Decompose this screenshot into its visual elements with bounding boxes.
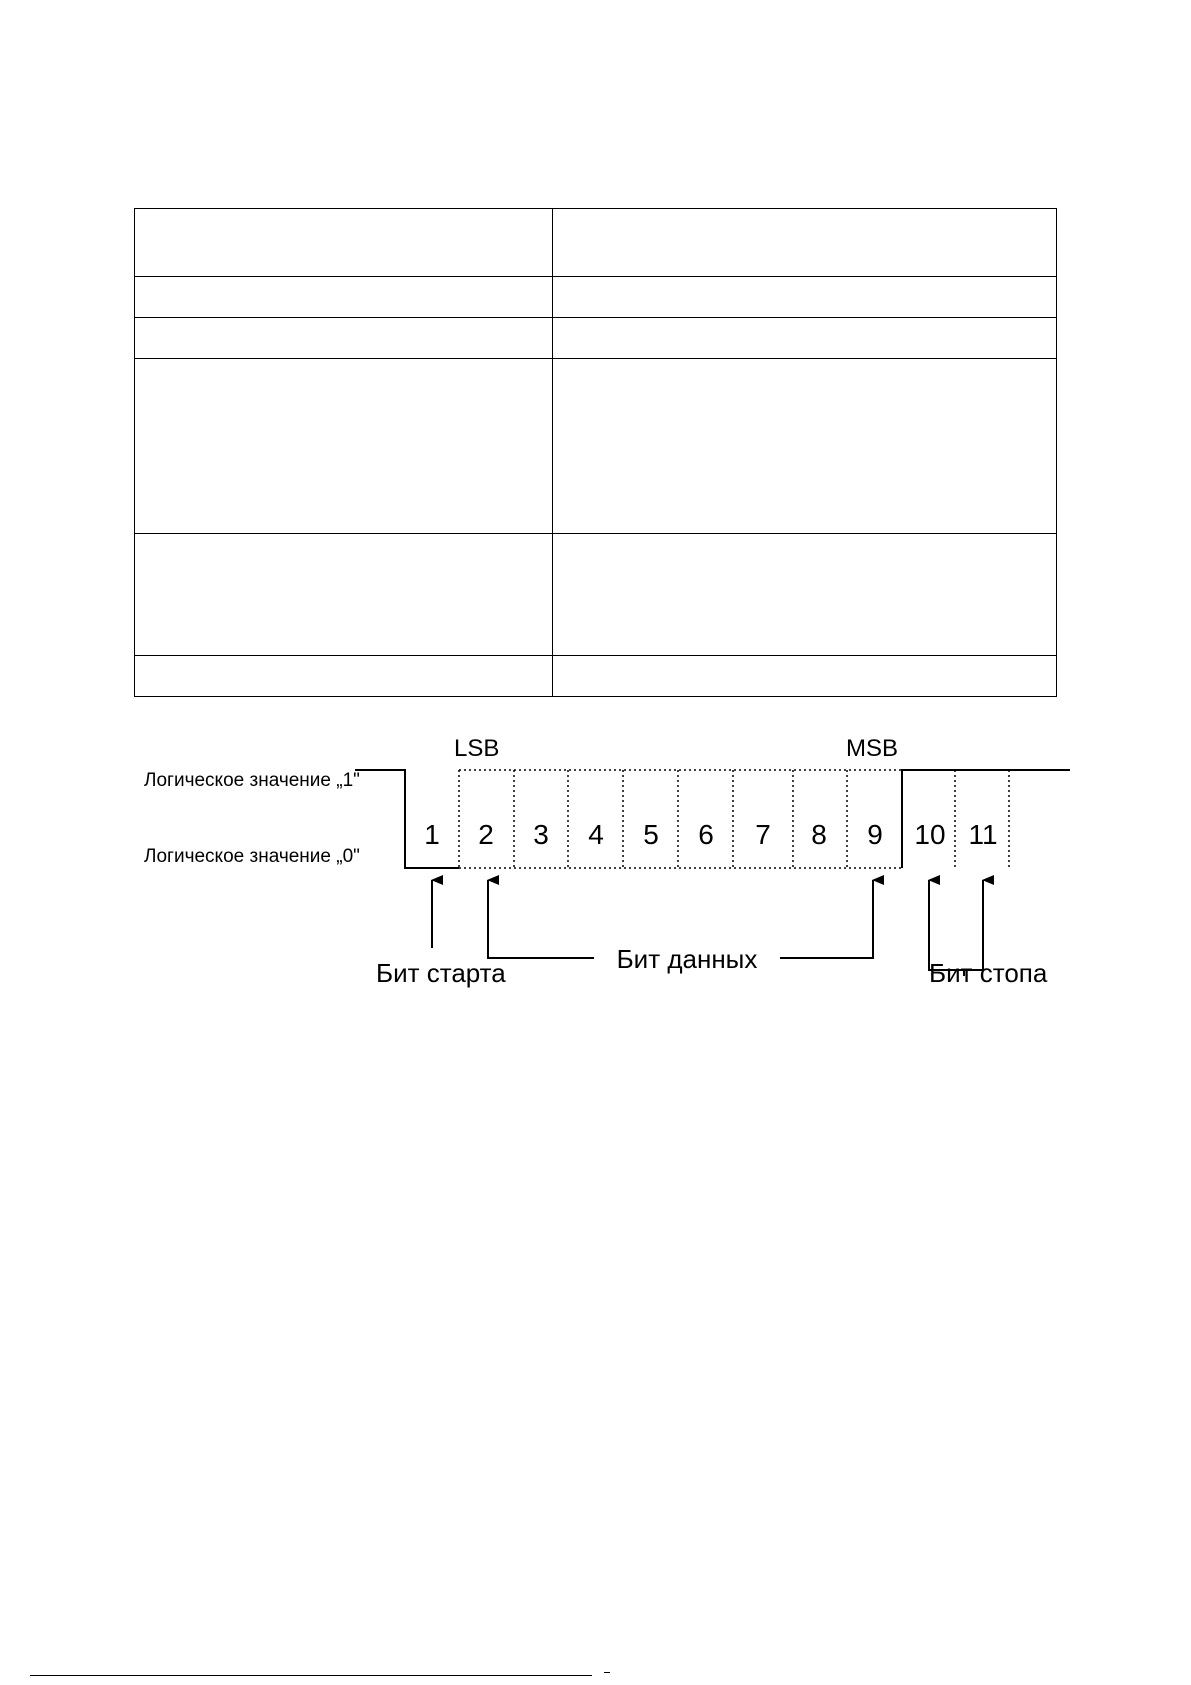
footer-mark xyxy=(604,1672,610,1673)
bit-number: 2 xyxy=(478,819,494,850)
bit-number: 1 xyxy=(424,819,440,850)
table-cell xyxy=(553,359,1057,534)
bit-number: 7 xyxy=(755,819,771,850)
table-row xyxy=(135,318,1057,359)
start-bit-label: Бит старта xyxy=(376,958,506,988)
bit-number: 6 xyxy=(698,819,714,850)
table-cell xyxy=(553,656,1057,697)
lsb-label: LSB xyxy=(454,735,500,762)
empty-table xyxy=(134,208,1057,697)
table-cell xyxy=(553,209,1057,277)
footer-rule xyxy=(30,1675,592,1676)
data-bits-arrow-right xyxy=(780,880,873,958)
table-row xyxy=(135,359,1057,534)
table-cell xyxy=(135,359,553,534)
data-bits-arrow-left xyxy=(488,880,594,958)
table-cell xyxy=(135,318,553,359)
table-row xyxy=(135,534,1057,656)
bit-number: 9 xyxy=(867,819,883,850)
bit-number: 4 xyxy=(588,819,604,850)
table-row xyxy=(135,209,1057,277)
logic-low-label: Логическое значение „0" xyxy=(144,846,360,867)
stop-bit-label: Бит стопа xyxy=(929,958,1048,988)
table-cell xyxy=(135,209,553,277)
stop-bit-arrow-1 xyxy=(929,880,964,970)
data-bit-region xyxy=(459,770,902,868)
logic-high-label: Логическое значение „1" xyxy=(144,770,360,791)
stop-bit-arrow-2 xyxy=(964,880,983,970)
bit-number: 3 xyxy=(533,819,549,850)
uart-frame-diagram xyxy=(130,720,1070,992)
bit-number: 11 xyxy=(968,819,998,850)
bit-number: 8 xyxy=(811,819,827,850)
table-cell xyxy=(135,534,553,656)
msb-label: MSB xyxy=(846,735,899,762)
bit-number: 10 xyxy=(914,819,946,850)
table-row xyxy=(135,277,1057,318)
table-cell xyxy=(135,277,553,318)
table-row xyxy=(135,656,1057,697)
table-cell xyxy=(553,277,1057,318)
table-cell xyxy=(553,318,1057,359)
data-bits-label: Бит данных xyxy=(616,944,758,974)
table-cell xyxy=(553,534,1057,656)
table-cell xyxy=(135,656,553,697)
bit-number: 5 xyxy=(643,819,659,850)
